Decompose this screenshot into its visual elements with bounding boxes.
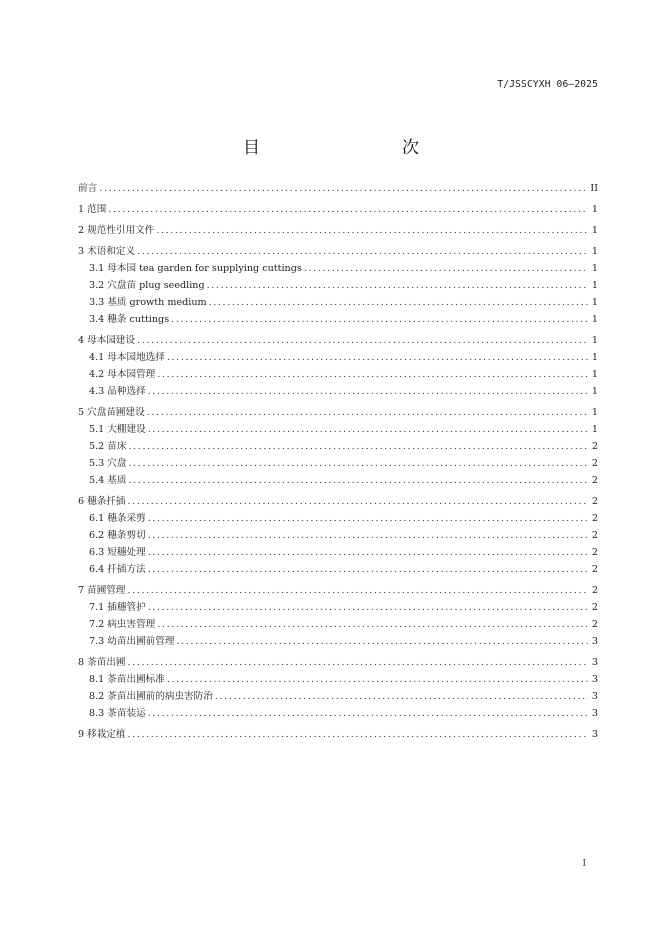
toc-entry[interactable]: [78, 599, 598, 616]
toc-leader-dots: [215, 688, 588, 705]
toc-entry-label: 6.4 扦插方法: [89, 564, 146, 575]
toc-entry-label: 8.1 茶苗出圃标准: [89, 674, 165, 685]
toc-entry[interactable]: [78, 544, 598, 561]
toc-entry[interactable]: [78, 705, 598, 722]
toc-leader-dots: [209, 294, 588, 311]
toc-entry[interactable]: [78, 332, 598, 349]
toc-entry-label: 8 茶苗出圃: [78, 657, 126, 668]
toc-entry-label: 5.4 基质: [89, 475, 127, 486]
toc-entry-label: 6 穗条扦插: [78, 496, 126, 507]
toc-leader-dots: [148, 561, 588, 578]
toc-entry-page: 3: [591, 691, 598, 702]
toc-entry[interactable]: [78, 493, 598, 510]
toc-entry-page: 2: [591, 547, 598, 558]
toc-entry-label: 5 穴盘苗圃建设: [78, 407, 145, 418]
toc-entry-label: 5.2 苗床: [89, 441, 127, 452]
toc-entry-label: 前言: [78, 183, 98, 194]
toc-leader-dots: [137, 243, 588, 260]
toc-leader-dots: [128, 493, 588, 510]
toc-entry-page: 1: [591, 386, 598, 397]
toc-entry-page: 2: [591, 564, 598, 575]
toc-entry-page: 1: [591, 297, 598, 308]
toc-entry[interactable]: [78, 510, 598, 527]
toc-entry[interactable]: [78, 582, 598, 599]
toc-leader-dots: [171, 311, 588, 328]
toc-entry-label: 3.3 基质 growth medium: [89, 297, 207, 308]
toc-entry-page: 2: [591, 513, 598, 524]
toc-leader-dots: [129, 472, 589, 489]
toc-entry-label: 9 移栽定植: [78, 729, 126, 740]
toc-entry[interactable]: [78, 277, 598, 294]
toc-leader-dots: [128, 654, 588, 671]
toc-entry[interactable]: [78, 561, 598, 578]
toc-entry[interactable]: [78, 688, 598, 705]
toc-entry[interactable]: [78, 222, 598, 239]
toc-leader-dots: [108, 201, 588, 218]
toc-entry-page: 1: [591, 352, 598, 363]
toc-leader-dots: [148, 599, 588, 616]
toc-entry-label: 3 术语和定义: [78, 246, 136, 257]
toc-entry-page: 1: [591, 204, 598, 215]
toc-leader-dots: [137, 332, 588, 349]
toc-entry-label: 8.3 茶苗装运: [89, 708, 146, 719]
toc-entry-page: 2: [591, 441, 598, 452]
toc-entry[interactable]: [78, 616, 598, 633]
toc-entry-page: 2: [591, 602, 598, 613]
toc-leader-dots: [129, 438, 589, 455]
toc-entry-page: 2: [591, 475, 598, 486]
toc-entry-label: 7.3 幼苗出圃前管理: [89, 636, 175, 647]
toc-entry[interactable]: [78, 527, 598, 544]
toc-entry-label: 7.2 病虫害管理: [89, 619, 156, 630]
toc-entry[interactable]: [78, 404, 598, 421]
toc-entry-label: 3.4 穗条 cuttings: [89, 314, 170, 325]
page-number: I: [582, 859, 586, 869]
toc-entry-label: 4.2 母本园管理: [89, 369, 156, 380]
toc-entry-page: 1: [591, 280, 598, 291]
toc-entry[interactable]: [78, 243, 598, 260]
toc-entry-label: 7.1 插穗管护: [89, 602, 146, 613]
toc-entry-page: 3: [591, 708, 598, 719]
toc-entry-page: 3: [591, 729, 598, 740]
toc-entry-label: 7 苗圃管理: [78, 585, 126, 596]
toc-entry-label: 5.1 大棚建设: [89, 424, 146, 435]
toc-leader-dots: [157, 616, 588, 633]
toc-leader-dots: [128, 726, 588, 743]
toc-entry[interactable]: [78, 383, 598, 400]
toc-entry[interactable]: [78, 349, 598, 366]
document-code: T/JSSCYXH 06—2025: [497, 79, 598, 90]
toc-entry[interactable]: [78, 294, 598, 311]
toc-entry[interactable]: [78, 421, 598, 438]
toc-entry[interactable]: [78, 633, 598, 650]
toc-entry-label: 1 范围: [78, 204, 107, 215]
toc-entry-page: 1: [591, 314, 598, 325]
toc-entry-page: 3: [591, 657, 598, 668]
toc-leader-dots: [148, 510, 588, 527]
toc-entry[interactable]: [78, 366, 598, 383]
toc-entry-page: 1: [591, 335, 598, 346]
toc-leader-dots: [167, 349, 588, 366]
toc-entry-page: II: [590, 183, 598, 194]
toc-entry[interactable]: [78, 726, 598, 743]
toc-entry-label: 6.1 穗条采剪: [89, 513, 146, 524]
toc-entry-page: 1: [591, 225, 598, 236]
toc-entry-page: 3: [591, 674, 598, 685]
toc-entry-label: 8.2 茶苗出圃前的病虫害防治: [89, 691, 213, 702]
page-title: 目 次: [243, 138, 455, 158]
toc-entry-page: 1: [591, 369, 598, 380]
toc-entry-label: 2 规范性引用文件: [78, 225, 155, 236]
toc-entry-label: 6.3 短穗处理: [89, 547, 146, 558]
table-of-contents: [78, 180, 598, 743]
toc-leader-dots: [176, 633, 588, 650]
toc-leader-dots: [207, 277, 588, 294]
toc-leader-dots: [148, 705, 588, 722]
toc-entry-label: 4.1 母本园地选择: [89, 352, 165, 363]
toc-entry-page: 1: [591, 263, 598, 274]
toc-entry[interactable]: [78, 180, 598, 197]
toc-leader-dots: [148, 527, 588, 544]
toc-leader-dots: [148, 544, 588, 561]
toc-entry-page: 1: [591, 407, 598, 418]
toc-leader-dots: [156, 222, 588, 239]
toc-entry-label: 3.1 母本园 tea garden for supplying cuttings: [89, 263, 302, 274]
toc-leader-dots: [147, 404, 588, 421]
toc-entry[interactable]: [78, 201, 598, 218]
toc-entry-label: 3.2 穴盘苗 plug seedling: [89, 280, 205, 291]
toc-entry[interactable]: [78, 455, 598, 472]
toc-entry[interactable]: [78, 654, 598, 671]
toc-entry[interactable]: [78, 311, 598, 328]
toc-entry-label: 6.2 穗条剪切: [89, 530, 146, 541]
toc-leader-dots: [148, 383, 588, 400]
toc-entry-page: 2: [591, 585, 598, 596]
toc-entry[interactable]: [78, 671, 598, 688]
toc-entry-label: 4.3 品种选择: [89, 386, 146, 397]
toc-leader-dots: [99, 180, 588, 197]
toc-leader-dots: [148, 421, 588, 438]
toc-leader-dots: [128, 582, 588, 599]
toc-entry[interactable]: [78, 260, 598, 277]
toc-entry-page: 2: [591, 458, 598, 469]
toc-leader-dots: [129, 455, 589, 472]
toc-leader-dots: [157, 366, 588, 383]
toc-entry[interactable]: [78, 472, 598, 489]
toc-entry-page: 2: [591, 496, 598, 507]
toc-entry[interactable]: [78, 438, 598, 455]
toc-leader-dots: [304, 260, 588, 277]
toc-entry-label: 4 母本园建设: [78, 335, 136, 346]
toc-entry-page: 1: [591, 246, 598, 257]
toc-entry-page: 2: [591, 619, 598, 630]
toc-leader-dots: [167, 671, 588, 688]
toc-entry-page: 1: [591, 424, 598, 435]
toc-entry-page: 2: [591, 530, 598, 541]
toc-entry-page: 3: [591, 636, 598, 647]
toc-entry-label: 5.3 穴盘: [89, 458, 127, 469]
